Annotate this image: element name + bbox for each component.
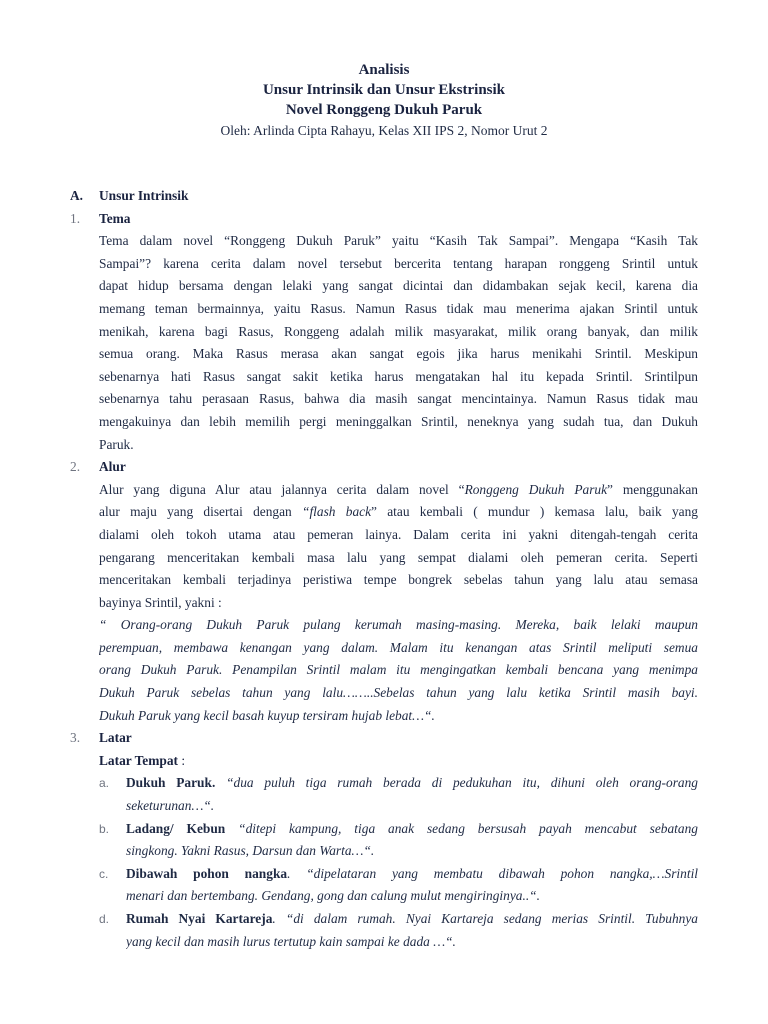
list-item — [70, 908, 698, 953]
list-item-letter: d. — [99, 912, 110, 926]
tema-line: menikah, karena bagi Rasus, Ronggeng adalah milik masyarakat, milik orang banyak, dan milik — [99, 323, 698, 339]
tema-title: Tema — [99, 210, 131, 226]
list-item — [70, 772, 698, 817]
list-item-text: . “di dalam rumah. Nyai Kartareja sedang merias Srintil. Tubuhnya — [272, 911, 698, 926]
title-novel: Novel Ronggeng Dukuh Paruk — [285, 102, 483, 118]
alur-line — [99, 479, 698, 502]
section-a-heading — [70, 185, 698, 208]
tema-line: sebenarnya tahu perasaan Rasus, bahwa dia masih sangat mencintainya. Namun Rasus tidak mau — [99, 391, 698, 407]
alur-novel-title: Ronggeng Dukuh Paruk — [464, 481, 608, 497]
list-item-line — [126, 818, 698, 841]
list-item-line — [126, 908, 698, 931]
title-block — [0, 60, 768, 142]
alur-paragraph — [70, 479, 698, 615]
list-item-text: . “dipelataran yang membatu dibawah pohon nangka,…Srintil — [287, 865, 698, 881]
tema-paragraph — [70, 230, 698, 456]
alur-title: Alur — [99, 459, 126, 475]
alur-line: menceritakan kembali terjadinya peristiwa tempe bongrek sebelas tahun yang lalu atau semasa — [99, 572, 698, 588]
list-item-line: yang kecil dan masih lurus tertutup kain sampai ke dada …“. — [126, 933, 456, 949]
list-item — [70, 818, 698, 863]
alur-number: 2. — [70, 459, 81, 475]
alur-text: ” menggunakan — [607, 481, 698, 497]
list-item-text: “dua puluh tiga rumah berada di pedukuhan itu, dihuni oleh orang-orang — [215, 775, 698, 791]
list-item-line: seketurunan…“. — [126, 798, 215, 814]
alur-line: pengarang menceritakan kembali masa lalu yang sempat dialami oleh pemeran cerita. Seperti — [99, 549, 698, 565]
alur-flashback: “flash back — [302, 504, 372, 520]
list-item-name: Dibawah pohon nangka — [126, 865, 288, 881]
tema-line: memang teman bermainnya, yaitu Rasus. Namun Rasus tidak mau menerima ajakan Srintil untuk — [99, 300, 698, 316]
alur-text: Alur yang diguna Alur atau jalannya cerita dalam novel “ — [99, 481, 465, 497]
alur-line — [99, 501, 698, 524]
latar-tempat-title: Latar Tempat — [99, 752, 178, 768]
tema-line: semua orang. Maka Rasus merasa akan sangat egois jika harus menikahi Srintil. Meskipun — [99, 346, 698, 362]
list-item-letter: a. — [99, 776, 110, 791]
list-item-name: Ladang/ Kebun — [126, 820, 226, 836]
quote-line: orang Dukuh Paruk. Penampilan Srintil malam itu mengingatkan kembali bencana yang menimpa — [99, 662, 698, 678]
tema-line: mengakuinya dan lebih memilih pergi meninggalkan Srintil, neneknya yang sudah tua, dan Dukuh — [99, 413, 698, 429]
title-analisis: Analisis — [358, 62, 410, 78]
latar-title: Latar — [99, 730, 132, 746]
tema-line: dapat hidup bersama dengan lelaki yang sangat dicintai dan didambakan sejak kecil, karena dia — [99, 278, 698, 294]
tema-heading — [70, 208, 698, 231]
quote-line: Dukuh Paruk yang kecil basah kuyup tersiram hujab lebat…“. — [99, 707, 435, 723]
list-item-name: Rumah Nyai Kartareja — [126, 911, 273, 926]
document-body — [70, 185, 698, 953]
alur-text: alur maju yang disertai dengan — [99, 504, 302, 520]
tema-line: Tema dalam novel “Ronggeng Dukuh Paruk” yaitu “Kasih Tak Sampai”. Mengapa “Kasih Tak — [99, 233, 698, 249]
author-byline: Oleh: Arlinda Cipta Rahayu, Kelas XII IPS 2, Nomor Urut 2 — [220, 123, 548, 138]
alur-heading — [70, 456, 698, 479]
alur-quote — [70, 614, 698, 727]
tema-line: Paruk. — [99, 436, 134, 452]
latar-number: 3. — [70, 730, 81, 746]
alur-line: dialami oleh tokoh utama atau pemeran lainya. Dalam cerita ini yakni ditengah-tengah cerita — [99, 526, 698, 542]
list-item-line: singkong. Yakni Rasus, Darsun dan Warta…“. — [126, 843, 375, 859]
list-item-line: menari dan bertembang. Gendang, gong dan calung mulut mengiringinya..“. — [126, 888, 540, 904]
tema-line: Sampai”? karena cerita dalam novel tersebut bercerita tentang harapan ronggeng Srintil untuk — [99, 255, 698, 271]
list-item-letter: b. — [99, 821, 110, 836]
latar-tempat-heading — [70, 750, 698, 773]
quote-line: Dukuh Paruk sebelas tahun yang lalu……..Sebelas tahun yang lalu ketika Srintil masih bayi. — [99, 685, 698, 701]
list-item-name: Dukuh Paruk. — [126, 775, 216, 791]
list-item-line — [126, 772, 698, 795]
list-item-letter: c. — [99, 866, 109, 881]
tema-number: 1. — [70, 210, 81, 226]
section-a-marker: A. — [70, 188, 84, 203]
quote-line: perempuan, membawa kenangan yang dalam. Malam itu kenangan atas Srintil meliputi semua — [99, 639, 698, 655]
title-unsur: Unsur Intrinsik dan Unsur Ekstrinsik — [262, 82, 506, 98]
alur-line: bayinya Srintil, yakni : — [99, 594, 222, 610]
section-a-title: Unsur Intrinsik — [99, 188, 189, 203]
tema-line: sebenarnya hati Rasus sangat sakit ketika harus mengatakan hal itu kepada Srintil. Srintilpun — [99, 368, 698, 384]
latar-heading — [70, 727, 698, 750]
quote-line: “ Orang-orang Dukuh Paruk pulang kerumah masing-masing. Mereka, baik lelaki maupun — [99, 617, 698, 633]
list-item — [70, 863, 698, 908]
alur-text: ” atau kembali ( mundur ) kemasa lalu, baik yang — [371, 504, 698, 520]
list-item-text: “ditepi kampung, tiga anak sedang bersusah payah mencabut sebatang — [225, 820, 698, 836]
list-item-line — [126, 863, 698, 886]
latar-tempat-colon: : — [178, 752, 186, 768]
